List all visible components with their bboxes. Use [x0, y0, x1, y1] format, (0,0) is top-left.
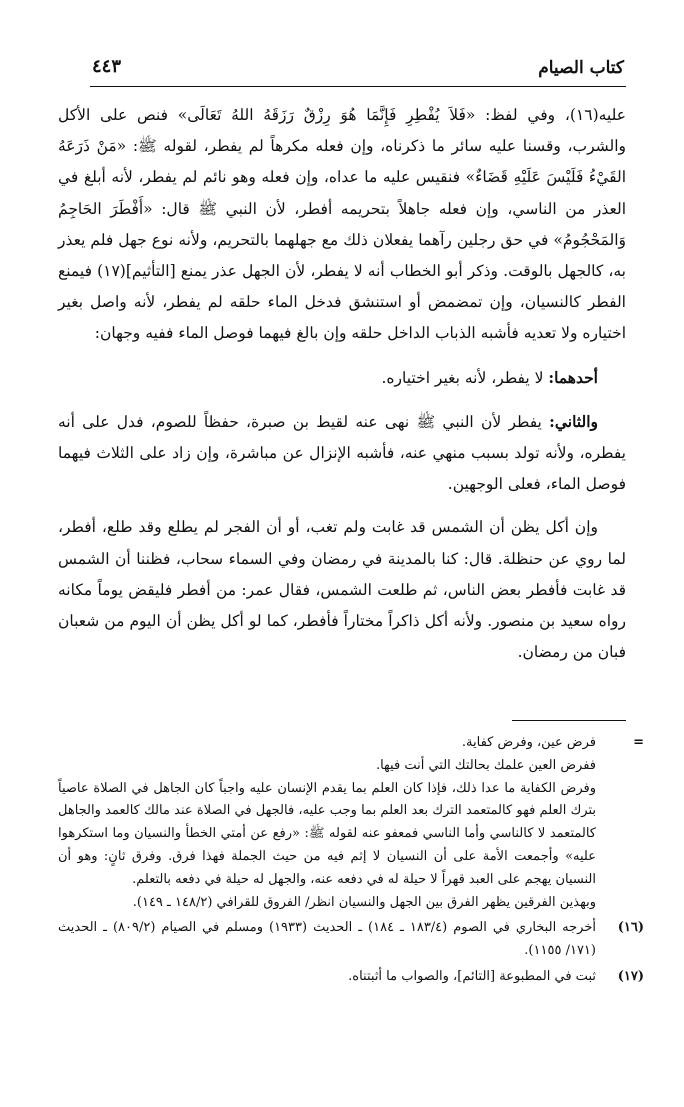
paragraph-eating-at-sunset: وإن أكل يظن أن الشمس قد غابت ولم تغب، أو أن الفجر لم يطلع وقد طلع، أفطر، لما روي عن حنظلة. قال: كنا بالمدينة في رمضان وفي السماء سحاب، فظننا أن الشمس قد غابت فأفطر بعض الناس، ثم طلعت الشمس، فقال عمر: من أفطر فليقض يوماً مكانه رواه سعيد بن منصور. ولأنه أكل ذاكراً مختاراً فأفطر، كما لو أكل يظن أن اليوم من شعبان فبان من رمضان.	[58, 518, 626, 662]
footnote-line: فرض عين، وفرض كفاية.	[461, 735, 596, 750]
footnote-line: ثبت في المطبوعة [التائم]، والصواب ما أثبتناه.	[348, 968, 596, 984]
paragraph-first-view	[58, 362, 626, 394]
second-view-text: يفطر لأن النبي ﷺ نهى عنه لقيط بن صبرة، حفظاً للصوم، فدل على أنه يفطره، ولأنه تولد بسبب منهي عنه، فأشبه الإنزال عن مباشرة، وإن زاد على الثلاث فيهما فوصل الماء، فعلى الوجهين.	[58, 412, 626, 494]
footnote-17	[58, 966, 644, 989]
footnote-line: أخرجه البخاري في الصوم (١٨٣/٤ ـ ١٨٤) ـ الحديث (١٩٣٣) ومسلم في الصيام (٨٠٩/٢) ـ الحديث (١٧١/ ١١٥٥).	[58, 920, 596, 959]
footnote-mark: (١٧)	[617, 968, 644, 984]
footnote-divider	[512, 720, 626, 721]
second-view-label: والثاني:	[549, 411, 598, 431]
footnotes	[58, 732, 644, 989]
main-text	[58, 100, 626, 668]
footnote-mark: (١٦)	[617, 920, 644, 936]
paragraph-fasting-rulings: عليه(١٦)، وفي لفظ: «فَلاَ يُفْطِرِ فَإِنَّمَا هُوَ رِزْقٌ رَزَقَهُ اللهُ تَعَالَى» فنص على الأكل والشرب، وقسنا عليه سائر ما ذكرناه، وإن فعله مكرهاً لم يفطر، لقوله ﷺ: «مَنْ ذَرَعَهُ القَيْءُ فَلَيْسَ عَلَيْهِ قَضَاءٌ» فنقيس عليه ما عداه، وإن فعله وهو نائم لم يفطر، لأنه أبلغ في العذر من الناسي، وإن فعله جاهلاً بتحريمه أفطر، لأن النبي ﷺ قال: «أَفْطَرَ الحَاجِمُ وَالمَحْجُومُ» في حق رجلين رآهما يفعلان ذلك مع جهلهما بالتحريم، ولأنه نوع جهل فلم يعذر به، كالجهل بالوقت. وذكر أبو الخطاب أنه لا يفطر، لأن الجهل عذر يمنع [التأثيم](١٧) فيمنع الفطر كالنسيان، وإن تمضمض أو استنشق فدخل الماء حلقه لم يفطر، لأنه واصل بغير اختياره ولا تعديه فأشبه الذباب الداخل حلقه وإن بالغ فيهما فوصل الماء ففيه وجهان:	[58, 106, 626, 343]
book-title: كتاب الصيام	[538, 58, 624, 78]
footnote-line: وفرض الكفاية ما عدا ذلك، فإذا كان العلم بما يقدم الإنسان عليه واجباً كان الجاهل في الصلاة عاصياً بترك العلم فهو كالمتعمد الترك بعد العلم بما وجب عليه، فالجهل في الصلاة عند مالك كالعمد والجاهل كالمتعمد لا كالناسي وأما الناسي فمعفو عنه لقوله ﷺ: «رفع عن أمتي الخطأ والنسيان وما استكرهوا عليه» وأجمعت الأمة على أن النسيان لا إثم فيه من حيث الجملة فهذا فرق. وفرق ثانٍ: وهو أن النسيان يهجم على العبد قهراً لا حيلة له في دفعه عنه، والجهل له حيلة في دفعه بالتعلم.	[58, 780, 596, 887]
footnote-line: ففرض العين علمك بحالتك التي أنت فيها.	[375, 757, 596, 773]
page-header	[90, 52, 626, 87]
footnote-mark: =	[633, 735, 644, 750]
first-view-text: لا يفطر، لأنه بغير اختياره.	[381, 368, 549, 387]
paragraph-second-view	[58, 406, 626, 501]
page-number: ٤٤٣	[92, 56, 122, 77]
first-view-label: أحدهما:	[548, 367, 598, 387]
footnote-16	[58, 917, 644, 963]
footnote-continued	[58, 732, 644, 914]
footnote-line: وبهذين الفرقين يظهر الفرق بين الجهل والنسيان انظر/ الفروق للقرافي (١٤٨/٢ ـ ١٤٩).	[132, 894, 596, 910]
